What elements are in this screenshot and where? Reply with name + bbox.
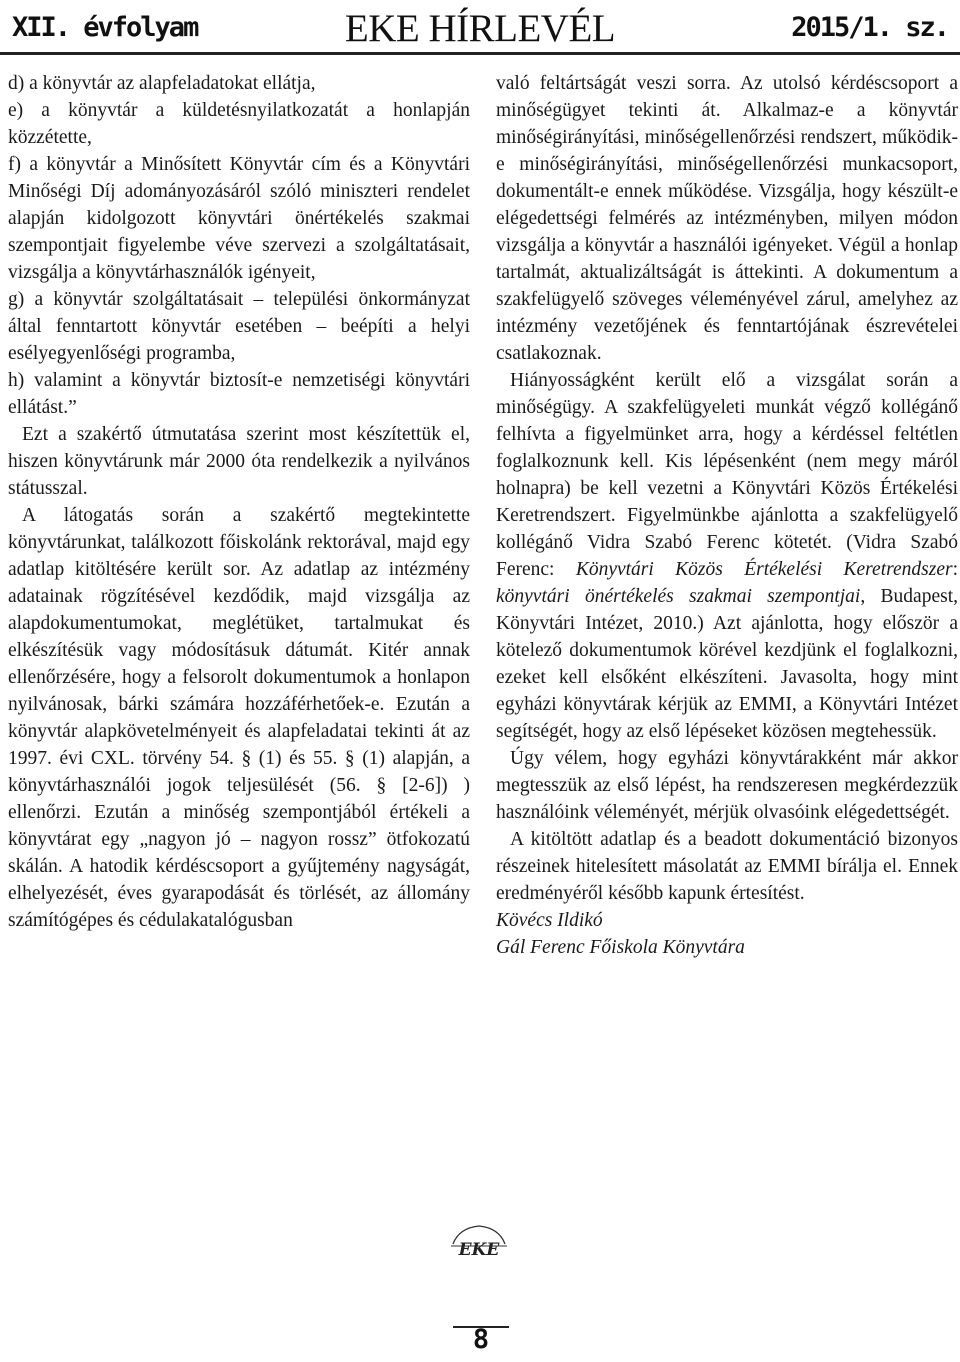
header-rule [0,52,960,55]
list-item-d: d) a könyvtár az alapfeladatokat ellátja, [8,73,316,94]
page-number: 8 [472,1324,490,1355]
body-paragraph [496,367,958,745]
logo-text: EKE [458,1240,500,1260]
body-text: : [952,559,958,580]
eke-logo [447,1222,511,1260]
body-text: , Budapest, Könyvtári Intézet, 2010.) Azt ajánlotta, hogy először a kötelező dokumentumok körével kezdjünk el foglalkozni, ezeket kell elsőként elkészíteni. Javasolta, hogy mint egyházi könyvtárak kérjük az EMMI, a Könyvtári Intézet segítségét, hogy az első lépéseket közösen megtehessük. [496,586,958,742]
right-column [496,70,958,961]
body-paragraph: A látogatás során a szakértő megtekintette könyvtárunkat, találkozott főiskolánk rektorával, majd egy adatlap kitöltésére került sor. Az adatlap az intézmény adatainak rögzítésével kezdődik, majd vizsgálja az alapdokumentumokat, meglétüket, tartalmukat és elkészítésük vagy módosításuk dátumát. Kitér annak ellenőrzésére, hogy a felsorolt dokumentumok a honlapon nyilvánosak, bárki számára hozzáférhetőek-e. Ezután a könyvtár alapkövetelményeit és alapfeladatai tekinti át az 1997. évi CXL. törvény 54. § (1) és 55. § (1) alapján, a könyvtárhasználói jogok teljesülését (56. § [2-6]) ) ellenőrzi. Ezután a minőség szempontjából értékeli a könyvtárat egy „nagyon jó – nagyon rossz” ötfokozatú skálán. A hatodik kérdéscsoport a gyűjtemény nagyságát, elhelyezését, éves gyarapodását és törlését, az állomány számítógépes és cédulakatalógusban [8,505,470,931]
author-affiliation: Gál Ferenc Főiskola Könyvtára [496,937,745,958]
page-header [0,0,960,58]
book-subtitle: könyvtári önértékelés szakmai szempontjai [496,586,861,607]
list-item-h: h) valamint a könyvtár biztosít-e nemzetiségi könyvtári ellátást.” [8,370,470,418]
body-paragraph: Úgy vélem, hogy egyházi könyvtárakként már akkor megtesszük az első lépést, ha rendszeresen megkérdezzük használóink véleményét, mérjük olvasóink elégedettségét. [496,748,958,823]
author-name: Kövécs Ildikó [496,910,603,931]
list-item-e: e) a könyvtár a küldetésnyilatkozatát a honlapján közzétette, [8,100,470,148]
newsletter-title: EKE HÍRLEVÉL [344,7,616,50]
body-paragraph: való feltártságát veszi sorra. Az utolsó kérdéscsoport a minőségügyet tekinti át. Alkalmaz-e a könyvtár minőségirányítási, minőségellenőrzési rendszert, működik-e minőségirányítási, minőségellenőrzési munkacsoport, dokumentált-e ennek működése. Vizsgálja, hogy készült-e elégedettségi felmérés az intézményben, milyen módon vizsgálja a könyvtár a használói igényeket. Végül a honlap tartalmát, aktualizáltságát is áttekinti. A dokumentum a szakfelügyelő szöveges véleményével zárul, amelyhez az intézmény vezetőjének és fenntartójának észrevételei csatlakoznak. [496,73,958,364]
left-column [8,70,470,934]
body-paragraph: Ezt a szakértő útmutatása szerint most készítettük el, hiszen könyvtárunk már 2000 óta rendelkezik a nyilvános státusszal. [8,424,470,499]
book-title: Könyvtári Közös Értékelési Keretrendszer [575,559,953,580]
body-text: Hiányosságként került elő a vizsgálat során a minőségügy. A szakfelügyeleti munkát végző kollégánő felhívta a figyelmünket arra, hogy a kérdéssel feltétlen foglalkoznunk kell. Kis lépésenként (nem megy máról holnapra) be kell vezetni a Könyvtári Közös Értékelési Keretrendszert. Figyelmünkbe ajánlotta a szakfelügyelő kollégánő Vidra Szabó Ferenc kötetét. (Vidra Szabó Ferenc: [496,370,958,580]
volume-label: XII. évfolyam [12,12,198,43]
issue-label: 2015/1. sz. [791,12,948,43]
list-item-f: f) a könyvtár a Minősített Könyvtár cím és a Könyvtári Minőségi Díj adományozásáról szóló miniszteri rendelet alapján kidolgozott könyvtári önértékelés szakmai szempontjait figyelembe véve szervezi a szolgáltatásait, vizsgálja a könyvtárhasználók igényeit, [8,154,470,283]
list-item-g: g) a könyvtár szolgáltatásait – települési önkormányzat által fenntartott könyvtár esetében – beépíti a helyi esélyegyenlőségi programba, [8,289,470,364]
body-paragraph: A kitöltött adatlap és a beadott dokumentáció bizonyos részeinek hitelesített másolatát az EMMI bírálja el. Ennek eredményéről később kapunk értesítést. [496,829,958,904]
